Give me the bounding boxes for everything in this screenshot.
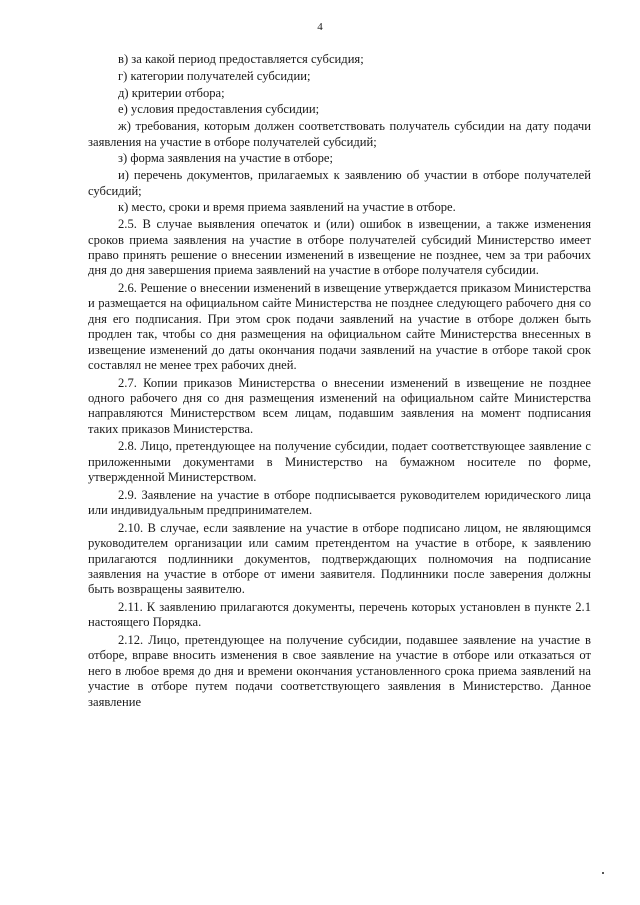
list-item: е) условия предоставления субсидии; <box>118 102 320 117</box>
paragraph-2-11: 2.11. К заявлению прилагаются документы, перечень которых установлен в пункте 2.1 настоящего Порядка. <box>88 600 591 630</box>
paragraph-2-7: 2.7. Копии приказов Министерства о внесении изменений в извещение не позднее одного рабочего дня со дня размещения изменений на официальном сайте Министерства направляются Министерством всем лицам, подавшим заявления на момент подписания таких приказов Министерства. <box>88 375 591 436</box>
list-item: г) категории получателей субсидии; <box>118 68 311 83</box>
list-item: к) место, сроки и время приема заявлений на участие в отборе. <box>118 200 456 215</box>
list-item: ж) требования, которым должен соответствовать получатель субсидии на дату подачи заявления на участие в отборе получателей субсидий; <box>88 119 591 149</box>
list-item: д) критерии отбора; <box>118 85 225 100</box>
list-item: и) перечень документов, прилагаемых к заявлению об участии в отборе получателей субсидий; <box>88 168 591 198</box>
scan-speck <box>602 872 604 874</box>
paragraph-2-8: 2.8. Лицо, претендующее на получение субсидии, подает соответствующее заявление с приложенными документами в Министерство на бумажном носителе по форме, утвержденной Министерством. <box>88 439 591 485</box>
paragraph-2-9: 2.9. Заявление на участие в отборе подписывается руководителем юридического лица или индивидуальным предпринимателем. <box>88 487 591 518</box>
paragraph-2-10: 2.10. В случае, если заявление на участие в отборе подписано лицом, не являющимся руководителем организации или самим претендентом на участие в отборе, к заявлению прилагаются подлинники документов, подтверждающих полномочия на подписание заявления на участие в отборе от имени заявителя. Подлинники после заверения должны быть возвращены заявителю. <box>88 520 591 597</box>
paragraph-2-6: 2.6. Решение о внесении изменений в извещение утверждается приказом Министерства и размещается на официальном сайте Министерства не позднее следующего рабочего дня со дня его подписания. При этом срок подачи заявлений на участие в отборе должен быть продлен так, чтобы со дня размещения на официальном сайте Министерства внесенных в извещение изменений до даты окончания подачи заявлений на участие в отборе такой срок составлял не менее трех рабочих дней. <box>88 281 591 373</box>
paragraph-2-5: 2.5. В случае выявления опечаток и (или) ошибок в извещении, а также изменения сроков приема заявления на участие в отборе получателей субсидий Министерство имеет право принять решение о внесении изменений в извещение не позднее, чем за три рабочих дня до дня завершения приема заявлений на участие в отборе получателя субсидии. <box>88 217 591 278</box>
paragraph-2-12: 2.12. Лицо, претендующее на получение субсидии, подавшее заявление на участие в отборе, вправе вносить изменения в свое заявление на участие в отборе или отказаться от него в любое время до дня и времени окончания установленного срока приема заявлений на участие в отборе путем подачи соответствующего заявления в Министерство. Данное заявление <box>88 633 591 709</box>
document-body <box>88 52 591 712</box>
list-item: в) за какой период предоставляется субсидия; <box>118 52 364 66</box>
list-item: з) форма заявления на участие в отборе; <box>118 151 334 166</box>
page-number: 4 <box>317 21 323 33</box>
